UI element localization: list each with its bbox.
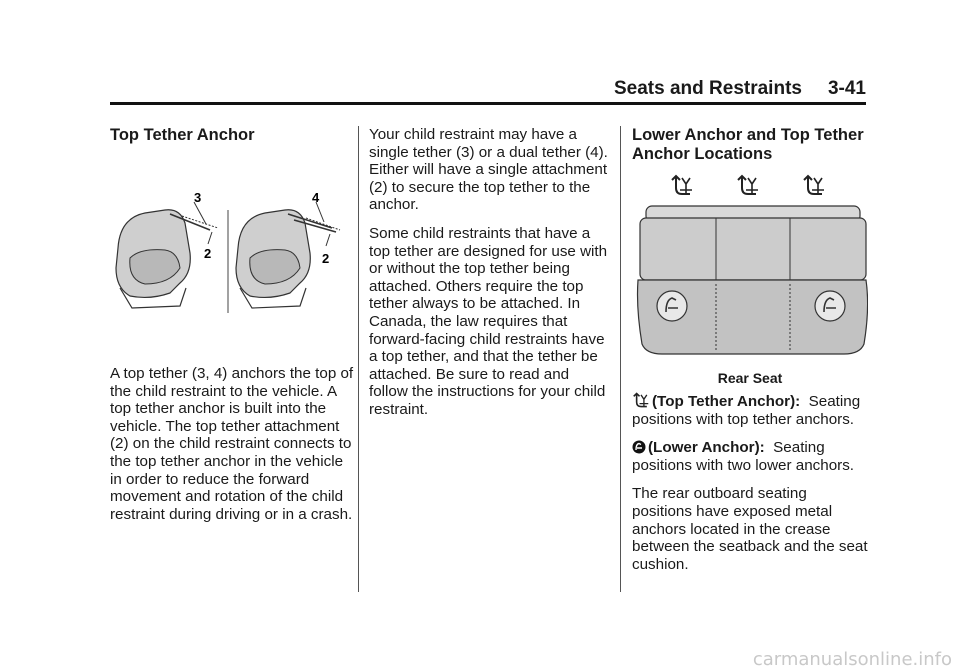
column-divider-2 (620, 126, 621, 592)
lower-anchor-icon (657, 291, 687, 321)
callout-2-right: 2 (322, 251, 330, 266)
section-title: Seats and Restraints (614, 78, 802, 99)
column-2 (369, 126, 609, 430)
term-top-tether: (Top Tether Anchor): (652, 393, 801, 410)
rear-seat-illustration (632, 168, 868, 364)
header-rule (110, 102, 866, 105)
callout-2-left: 2 (204, 246, 212, 261)
top-tether-anchor-icon (804, 176, 824, 194)
top-tether-anchor-icon (672, 176, 692, 194)
def-lower-anchor-text: Seating positions with two lower anchors. (632, 439, 855, 474)
top-tether-anchor-icon (632, 392, 650, 408)
child-seat-tether-illustration (110, 188, 352, 318)
heading-anchor-locations: Lower Anchor and Top Tether Anchor Locations (632, 126, 864, 163)
definition-lower-anchor (632, 439, 868, 474)
child-seat-left (116, 202, 218, 308)
heading-top-tether-anchor: Top Tether Anchor (110, 126, 255, 144)
paragraph-tether-requirements: Some child restraints that have a top tether are designed for use with or without the top tether being attached. Others require the top tether always to be attached. In Canada, the law requires that forward-facing child restraints have a top tether, and that the tether be attached. Be sure to read and follow the instructions for your child restraint. (369, 224, 608, 418)
paragraph-top-tether: A top tether (3, 4) anchors the top of the child restraint to the vehicle. A top tether anchor is built into the vehicle. The top tether attachment (2) on the child restraint connects to the top tether anchor in the vehicle in order to reduce the forward movement and rotation of the child restraint during driving or in a crash. (110, 365, 354, 523)
watermark: carmanualsonline.info (752, 649, 952, 670)
column-1 (110, 126, 352, 145)
col3-text (632, 392, 868, 584)
figure-caption-rear-seat: Rear Seat (717, 370, 783, 386)
top-tether-anchor-icon-row (672, 176, 824, 194)
def-top-tether-text: Seating positions with top tether anchors. (632, 393, 861, 428)
definition-top-tether (632, 392, 868, 428)
callout-3: 3 (194, 190, 202, 205)
column-divider-1 (358, 126, 359, 592)
term-lower-anchor: (Lower Anchor): (648, 439, 765, 457)
rear-seat-shape (638, 206, 868, 354)
paragraph-tether-types: Your child restraint may have a single tether (3) or a dual tether (4). Either will have a single attachment (2) to secure the top tether to the anchor. (369, 126, 608, 214)
column-3 (632, 126, 868, 164)
top-tether-anchor-icon (738, 176, 758, 194)
lower-anchor-icon (632, 440, 646, 454)
paragraph-outboard-anchors: The rear outboard seating positions have exposed metal anchors located in the crease between the seatback and the seat cushion. (632, 485, 868, 573)
lower-anchor-icon (815, 291, 845, 321)
page-header (110, 78, 866, 104)
page-number: 3-41 (827, 78, 866, 99)
col1-text (110, 365, 354, 534)
callout-4: 4 (312, 190, 320, 205)
